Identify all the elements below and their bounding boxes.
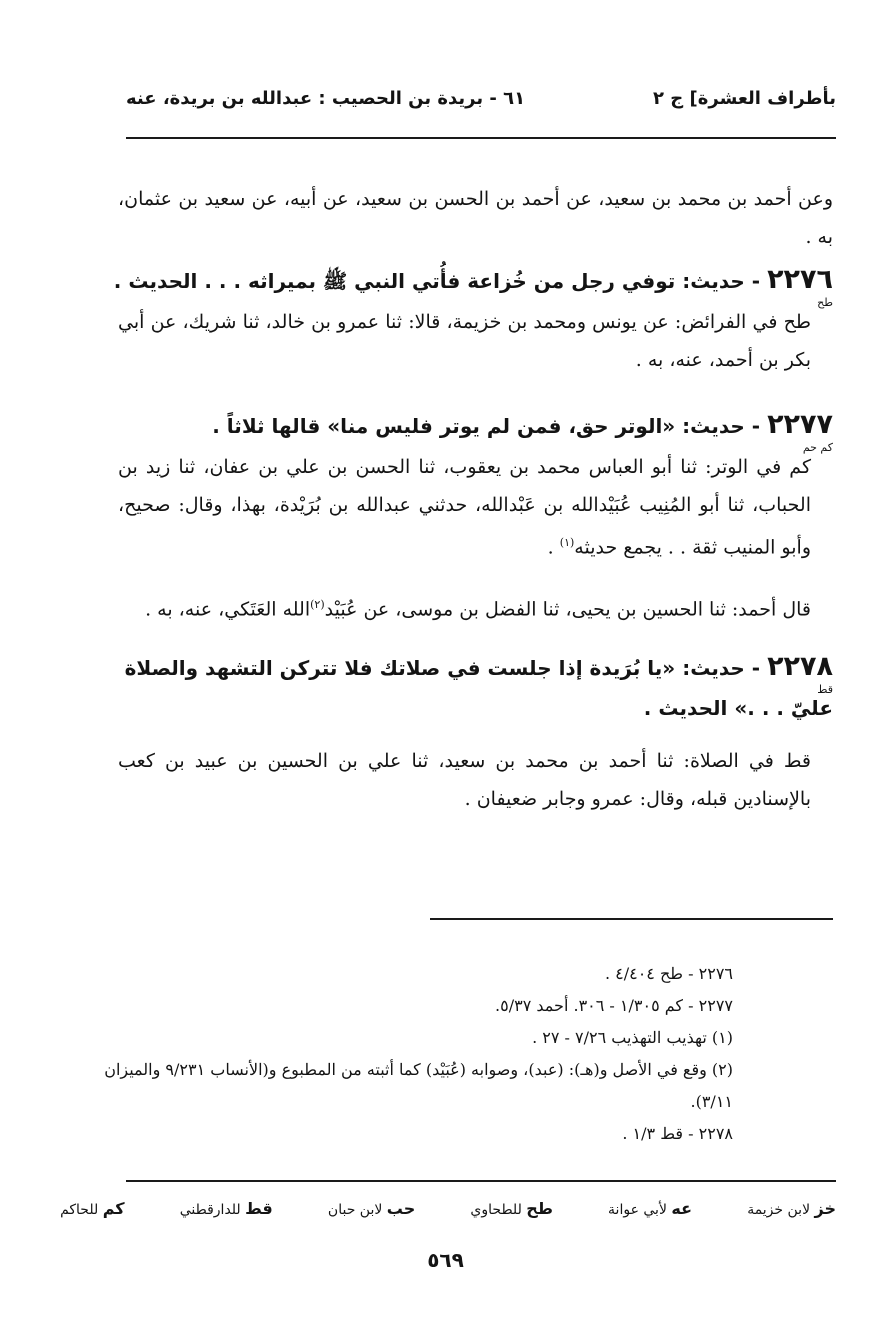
abbreviation-legend bbox=[60, 1193, 836, 1223]
hadith-number: ٢٢٧٦ bbox=[767, 264, 833, 295]
legend-item: قط للدارقطني bbox=[179, 1198, 273, 1218]
legend-item: عه لأبي عوانة bbox=[608, 1198, 693, 1218]
hadith-text: - حديث: «الوتر حق، فمن لم يوتر فليس منا» قالها ثلاثاً . bbox=[212, 414, 761, 438]
hadith-text: - حديث: «يا بُرَيدة إذا جلست في صلاتك فلا تتركن التشهد والصلاة عليّ . . .» الحديث . bbox=[124, 655, 833, 720]
ahmad-chain bbox=[118, 586, 833, 628]
hadith-number: ٢٢٧٧ bbox=[767, 409, 833, 440]
hadith-source: كم في الوتر: ثنا أبو العباس محمد بن يعقوب، ثنا الحسن بن علي بن عفان، ثنا زيد بن الحباب، ثنا أبو المُنِيب عُبَيْدالله بن عَبْدالله، حدثني عبدالله بن بُرَيْدة، بهذا، وقال: صحيح، وأبو المنيب ثقة . . يجمع حديثه$^{(١)}$ . bbox=[118, 456, 811, 559]
footnote-item: ٢٢٧٦ - طح ٤/٤٠٤ . bbox=[604, 964, 733, 983]
ahmad-text-a: قال أحمد: ثنا الحسين بن يحيى، ثنا الفضل بن موسى، عن عُبَيْد bbox=[324, 598, 811, 621]
legend-item: طح للطحاوي bbox=[470, 1198, 553, 1218]
hadith-sigla: طح bbox=[817, 296, 833, 309]
header-chapter-title: ٦١ - بريدة بن الحصيب : عبدالله بن بريدة، عنه bbox=[126, 88, 526, 109]
hadith-sigla: كم حم bbox=[802, 441, 833, 454]
hadith-number: ٢٢٧٨ bbox=[767, 650, 833, 682]
footnote-item: (١) تهذيب التهذيب ٧/٢٦ - ٢٧ . bbox=[532, 1028, 733, 1047]
header-book-title: بأطراف العشرة] ج ٢ bbox=[653, 88, 836, 109]
footnotes bbox=[70, 958, 833, 1150]
hadith-heading bbox=[113, 260, 833, 301]
page-number: ٥٦٩ bbox=[427, 1248, 464, 1272]
hadith-source: طح في الفرائض: عن يونس ومحمد بن خزيمة، قالا: ثنا عمرو بن خالد، ثنا شريك، عن أبي بكر بن أحمد، عنه، به . bbox=[118, 311, 811, 371]
main-text bbox=[113, 180, 833, 818]
hadith-sigla: قط bbox=[817, 682, 833, 696]
footnote-ref: (٢) bbox=[310, 598, 325, 612]
running-header bbox=[126, 88, 836, 128]
hadith-source: قط في الصلاة: ثنا أحمد بن محمد بن سعيد، ثنا علي بن الحسين بن عبيد بن كعب بالإسنادين قبله، وقال: عمرو وجابر ضعيفان . bbox=[118, 749, 811, 810]
intro-paragraph: وعن أحمد بن محمد بن سعيد، عن أحمد بن الحسن بن سعيد، عن أبيه، عن سعيد بن عثمان، به . bbox=[118, 188, 833, 248]
hadith-2277 bbox=[118, 405, 833, 629]
hadith-heading bbox=[118, 647, 833, 728]
footnote-rule bbox=[430, 918, 833, 920]
hadith-2278 bbox=[118, 647, 833, 818]
footnote-ref: (١) bbox=[559, 536, 575, 549]
legend-item: كم للحاكم bbox=[60, 1198, 125, 1218]
legend-item: حب لابن حبان bbox=[327, 1198, 416, 1218]
header-rule bbox=[126, 137, 836, 139]
hadith-text: - حديث: توفي رجل من خُزاعة فأُتي النبي ﷺ بميراثه . . . الحديث . bbox=[113, 269, 761, 293]
legend-item: خز لابن خزيمة bbox=[747, 1198, 836, 1218]
footnote-item: ٢٢٧٨ - قط ١/٣ . bbox=[622, 1124, 733, 1143]
hadith-2276 bbox=[113, 260, 833, 379]
ahmad-text-b: الله العَتَكي، عنه، به . bbox=[145, 598, 311, 621]
footnote-item: ٢٢٧٧ - كم ١/٣٠٥ - ٣٠٦. أحمد ٥/٣٧. bbox=[495, 996, 733, 1015]
footnote-item: (٢) وقع في الأصل و(هـ): (عبد)، وصوابه (عُبَيْد) كما أثبته من المطبوع و(الأنساب ٩/٢٣١ والميزان ٣/١١). bbox=[104, 1060, 733, 1111]
hadith-heading bbox=[118, 405, 833, 446]
source-text: كم في الوتر: ثنا أبو العباس محمد بن يعقوب، ثنا الحسن بن علي بن عفان، ثنا زيد بن الحباب، ثنا أبو المُنِيب عُبَيْدالله بن عَبْدالله، حدثني عبدالله بن بُرَيْدة، بهذا، وقال: صحيح، وأبو المنيب ثقة . . يجمع حديثه bbox=[118, 456, 811, 559]
legend-rule bbox=[126, 1180, 836, 1182]
